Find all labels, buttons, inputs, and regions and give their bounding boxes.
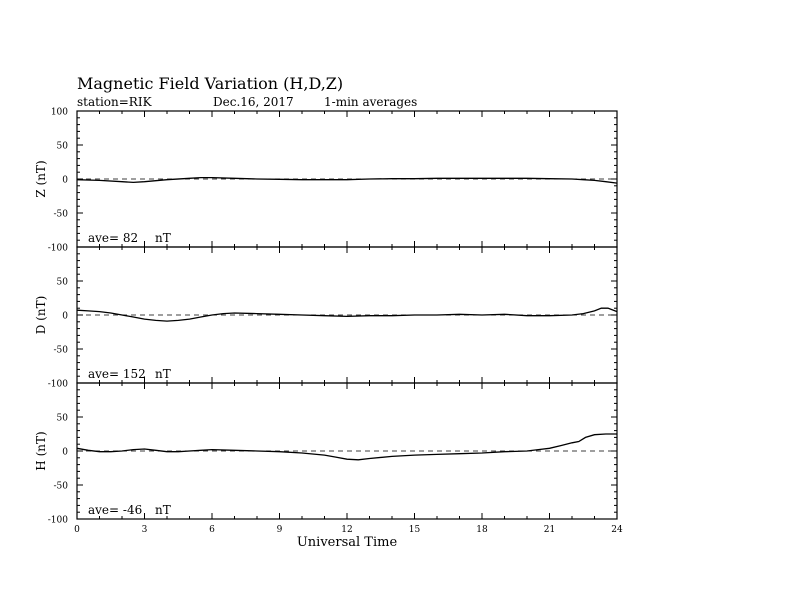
x-tick-label: 15 (408, 525, 421, 535)
average-label-d: ave= 152 (88, 367, 146, 381)
y-tick-label-h: -100 (47, 515, 68, 526)
series-line-z (77, 178, 617, 184)
y-tick-label-z: 0 (62, 175, 68, 186)
average-unit-h: nT (155, 503, 171, 517)
y-axis-label-d: D (nT) (34, 295, 48, 335)
x-tick-label: 6 (209, 525, 215, 535)
y-tick-label-d: -50 (53, 345, 68, 356)
y-tick-label-h: 0 (62, 447, 68, 458)
y-tick-label-h: -50 (53, 481, 68, 492)
y-tick-label-z: -100 (47, 243, 68, 254)
series-line-h (77, 434, 617, 460)
chart-title: Magnetic Field Variation (H,D,Z) (77, 74, 344, 93)
averaging-label: 1-min averages (324, 95, 418, 109)
average-unit-z: nT (155, 231, 171, 245)
x-tick-label: 0 (74, 525, 80, 535)
x-tick-label: 12 (341, 525, 353, 535)
station-label: station=RIK (77, 95, 152, 109)
average-label-h: ave= -46 (88, 503, 143, 517)
date-label: Dec.16, 2017 (213, 95, 294, 109)
y-tick-label-d: 0 (62, 311, 68, 322)
x-tick-label: 24 (611, 525, 623, 535)
x-axis-label: Universal Time (296, 535, 398, 550)
y-axis-label-z: Z (nT) (34, 160, 48, 198)
y-tick-label-h: 50 (56, 413, 68, 424)
y-tick-label-z: -50 (53, 209, 68, 220)
x-tick-label: 3 (141, 525, 148, 535)
x-tick-label: 18 (476, 525, 488, 535)
average-unit-d: nT (155, 367, 171, 381)
y-tick-label-z: 50 (56, 141, 68, 152)
x-tick-label: 9 (276, 525, 283, 535)
y-tick-label-z: 100 (50, 107, 68, 118)
y-tick-label-d: -100 (47, 379, 68, 390)
y-tick-label-d: 50 (56, 277, 68, 288)
y-axis-label-h: H (nT) (34, 431, 48, 471)
average-label-z: ave= 82 (88, 231, 139, 245)
x-tick-label: 21 (543, 525, 556, 535)
